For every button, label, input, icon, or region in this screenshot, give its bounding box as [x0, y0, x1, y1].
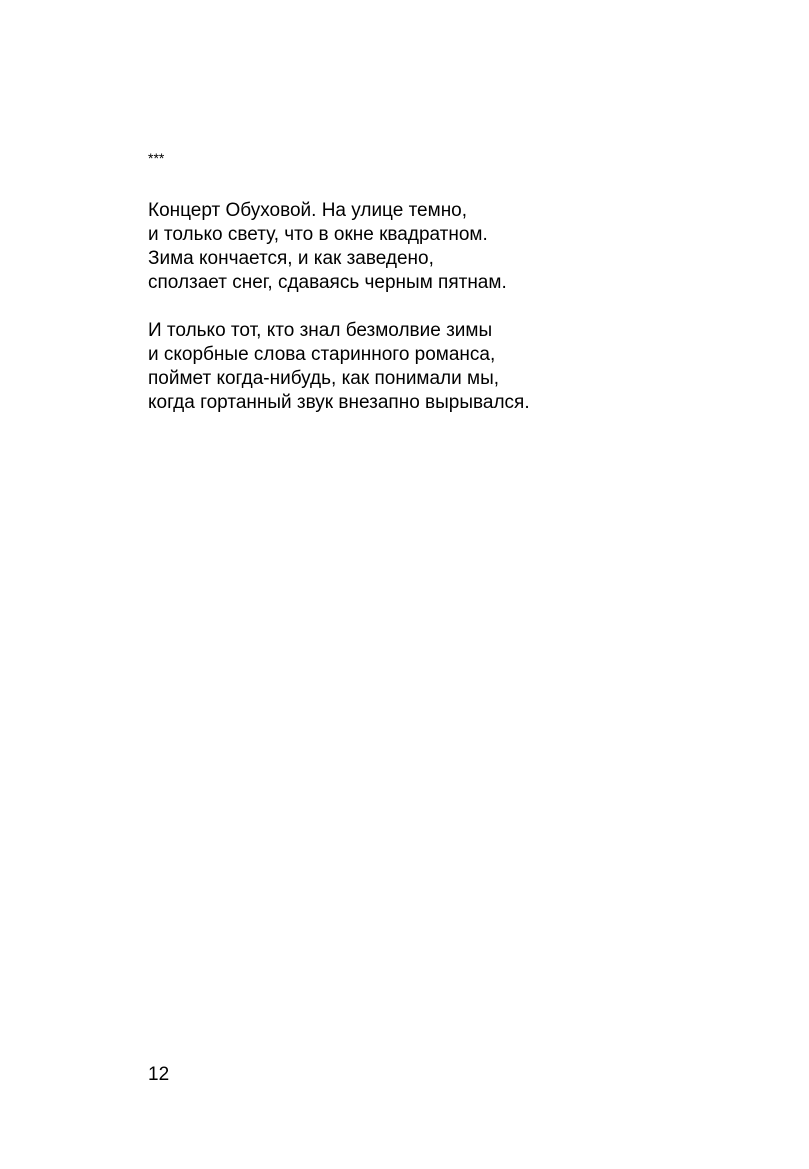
- stanza-1: [148, 199, 768, 295]
- poem-line: И только тот, кто знал безмолвие зимы: [148, 320, 493, 341]
- poem-line: поймет когда-нибудь, как понимали мы,: [148, 368, 500, 389]
- poem-line: Зима кончается, и как заведено,: [148, 248, 434, 269]
- poem-line: когда гортанный звук внезапно вырывался.: [148, 392, 530, 413]
- poem-line: и только свету, что в окне квадратном.: [148, 224, 488, 245]
- section-ornament: ***: [148, 150, 165, 166]
- stanza-2: [148, 319, 768, 415]
- poem-body: [148, 199, 768, 439]
- poem-line: и скорбные слова старинного романса,: [148, 344, 496, 365]
- page-number: 12: [148, 1064, 170, 1085]
- poem-line: Концерт Обуховой. На улице темно,: [148, 200, 468, 221]
- poem-line: сползает снег, сдаваясь черным пятнам.: [148, 272, 507, 293]
